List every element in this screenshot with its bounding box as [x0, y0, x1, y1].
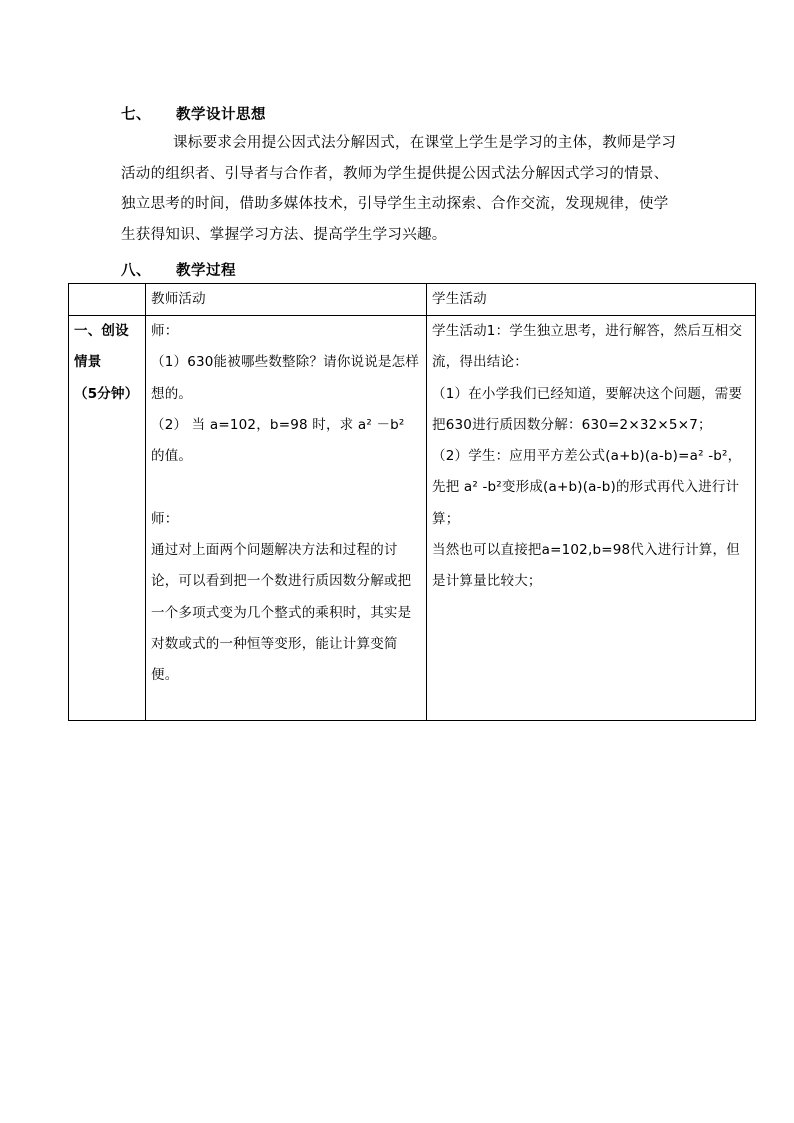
teacher-line: 师：: [151, 323, 179, 339]
table-header-row: [69, 284, 756, 316]
stage-line: 情景: [74, 354, 102, 371]
stage-cell: [69, 316, 146, 721]
section-7-paragraph: [121, 128, 681, 250]
student-line: 当然也可以直接把a=102,b=98代入进行计算，但是计算量比较大；: [432, 542, 740, 590]
table-row: [69, 316, 756, 721]
header-student-activity: 学生活动: [427, 284, 756, 316]
stage-line: （5分钟）: [74, 385, 139, 402]
student-line: （1）在小学我们已经知道，要解决这个问题，需要把630进行质因数分解：630=2×32×5×7；: [432, 385, 743, 433]
teacher-line: [151, 472, 421, 503]
header-stage: [69, 284, 146, 316]
teacher-activity-cell: [146, 316, 427, 721]
section-8-title: 教学过程: [176, 263, 236, 279]
section-7-number: 七、: [121, 107, 151, 123]
teacher-line: 通过对上面两个问题解决方法和过程的讨论，可以看到把一个数进行质因数分解或把一个多项式变为几个整式的乘积时，其实是对数或式的一种恒等变形，能让计算变简便。: [151, 542, 412, 684]
student-line: （2）学生：应用平方差公式(a+b)(a-b)=a² -b²，先把 a² -b²变形成(a+b)(a-b)的形式再代入进行计算；: [432, 448, 742, 527]
teaching-process-table: [68, 283, 756, 721]
section-7-title: 教学设计思想: [176, 107, 266, 123]
section-7-paragraph-text: 课标要求会用提公因式法分解因式，在课堂上学生是学习的主体，教师是学习活动的组织者、引导者与合作者，教师为学生提供提公因式法分解因式学习的情景、独立思考的时间，借助多媒体技术，引导学生主动探索、合作交流，发现规律，使学生获得知识、掌握学习方法、提高学生学习兴趣。: [121, 135, 677, 243]
teacher-line: （2） 当 a=102，b=98 时，求 a² －b² 的值。: [151, 416, 405, 465]
student-activity-cell: [427, 316, 756, 721]
section-8-number: 八、: [121, 263, 151, 279]
teacher-line: 师：: [151, 510, 179, 527]
teacher-line: （1）630能被哪些数整除？请你说说是怎样想的。: [151, 354, 420, 402]
section-7-heading: [121, 103, 266, 124]
stage-line: 一、创设: [74, 323, 129, 339]
student-line: 学生活动1：学生独立思考，进行解答，然后互相交流，得出结论：: [432, 323, 743, 371]
header-teacher-activity: 教师活动: [146, 284, 427, 316]
section-8-heading: [121, 259, 236, 280]
